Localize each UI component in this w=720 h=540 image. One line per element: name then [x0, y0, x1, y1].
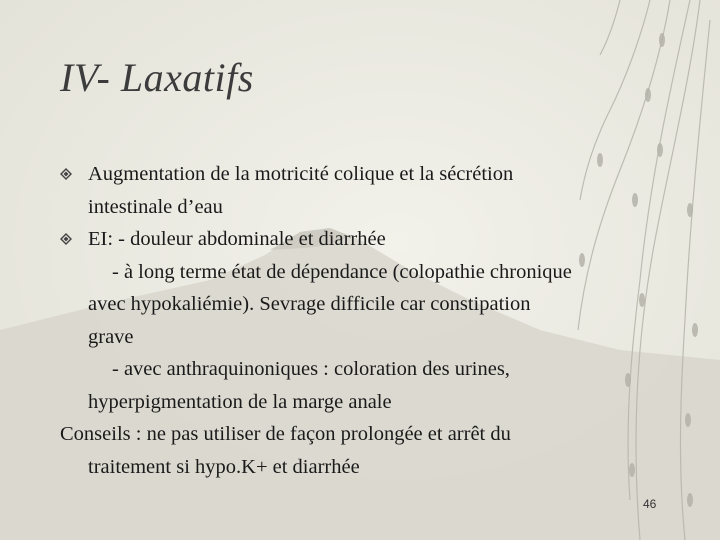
body-text-line: grave [88, 325, 134, 348]
text-line [60, 321, 670, 354]
diamond-bullet-icon [60, 168, 72, 180]
body-text-line: hyperpigmentation de la marge anale [88, 390, 392, 413]
body-text-line: Augmentation de la motricité colique et la sécrétion [88, 163, 514, 185]
body-text-line: avec hypokaliémie). Sevrage difficile car constipation [88, 293, 531, 315]
body-text-line: traitement si hypo.K+ et diarrhée [88, 455, 360, 478]
body-text-line: EI: - douleur abdominale et diarrhée [88, 228, 386, 250]
slide-title: IV- Laxatifs [60, 55, 254, 100]
body-text-line: - à long terme état de dépendance (colopathie chronique [112, 260, 572, 283]
text-line [60, 353, 670, 386]
page-number: 46 [643, 497, 657, 511]
bullet-line [60, 158, 670, 191]
text-line [60, 386, 670, 419]
diamond-bullet-icon [60, 233, 72, 245]
text-line [60, 256, 670, 289]
body-text-line: - avec anthraquinoniques : coloration des urines, [112, 358, 510, 380]
text-line [60, 451, 670, 484]
slide-body [60, 158, 670, 483]
text-line [60, 288, 670, 321]
text-line [60, 418, 670, 451]
text-line [60, 191, 670, 224]
bullet-line [60, 223, 670, 256]
body-text-line: Conseils : ne pas utiliser de façon prolongée et arrêt du [60, 423, 511, 445]
body-text-line: intestinale d’eau [88, 195, 223, 218]
